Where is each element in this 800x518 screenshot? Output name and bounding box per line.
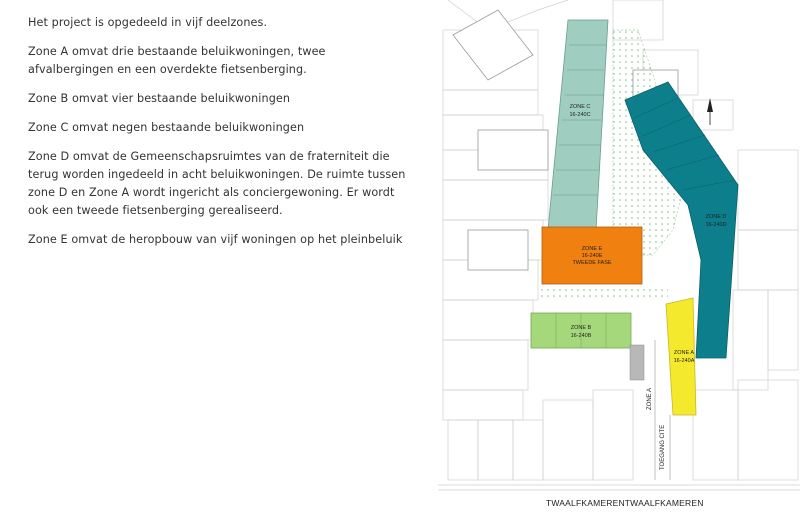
zone-e-label: ZONE E [581, 246, 603, 252]
street-name: TWAALFKAMERENTWAALFKAMEREN [546, 498, 704, 508]
zone-c-paragraph: Zone C omvat negen bestaande beluikwoningen [28, 121, 305, 134]
zone-d-label: ZONE D [705, 214, 727, 220]
zone-a [666, 298, 696, 415]
zone-e-note: TWEEDE FASE [572, 260, 612, 266]
zone-b-label: ZONE B [570, 325, 592, 331]
intro-paragraph: Het project is opgedeeld in vijf deelzones. [28, 16, 268, 29]
zone-c-label: ZONE C [569, 104, 591, 110]
zone-a-code: 16-240A [673, 358, 695, 364]
zone-d-code: 16-240D [705, 222, 727, 228]
grey-strip [630, 345, 644, 380]
zone-b-code: 16-240B [570, 333, 592, 339]
zone-a-paragraph: Zone A omvat drie bestaande beluikwoningen, twee afvalbergingen en een overdekte fietsenberging. [28, 45, 326, 76]
zone-e-code: 16-240E [581, 253, 603, 259]
zone-b-paragraph: Zone B omvat vier bestaande beluikwoningen [28, 92, 291, 105]
description-text [28, 14, 413, 260]
site-plan [438, 0, 800, 518]
zone-a-vertical-label: ZONE A [647, 387, 653, 410]
zone-b [531, 313, 631, 348]
zone-d-paragraph: Zone D omvat de Gemeenschapsruimtes van de fraterniteit die terug worden ingedeeld in acht beluikwoningen. De ruimte tussen zone D en Zone A wordt ingericht als conciergewoning. Er wordt ook een tweede fietsenberging gerealiseerd. [28, 150, 406, 217]
zone-c-code: 16-240C [569, 112, 591, 118]
zone-a-label: ZONE A [673, 350, 695, 356]
zone-e [542, 227, 642, 284]
zone-e-paragraph: Zone E omvat de heropbouw van vijf woningen op het pleinbeluik [28, 233, 403, 246]
north-arrow-icon [707, 98, 713, 125]
zone-c [548, 20, 608, 230]
access-label: TOEGANG CITE [660, 424, 666, 470]
